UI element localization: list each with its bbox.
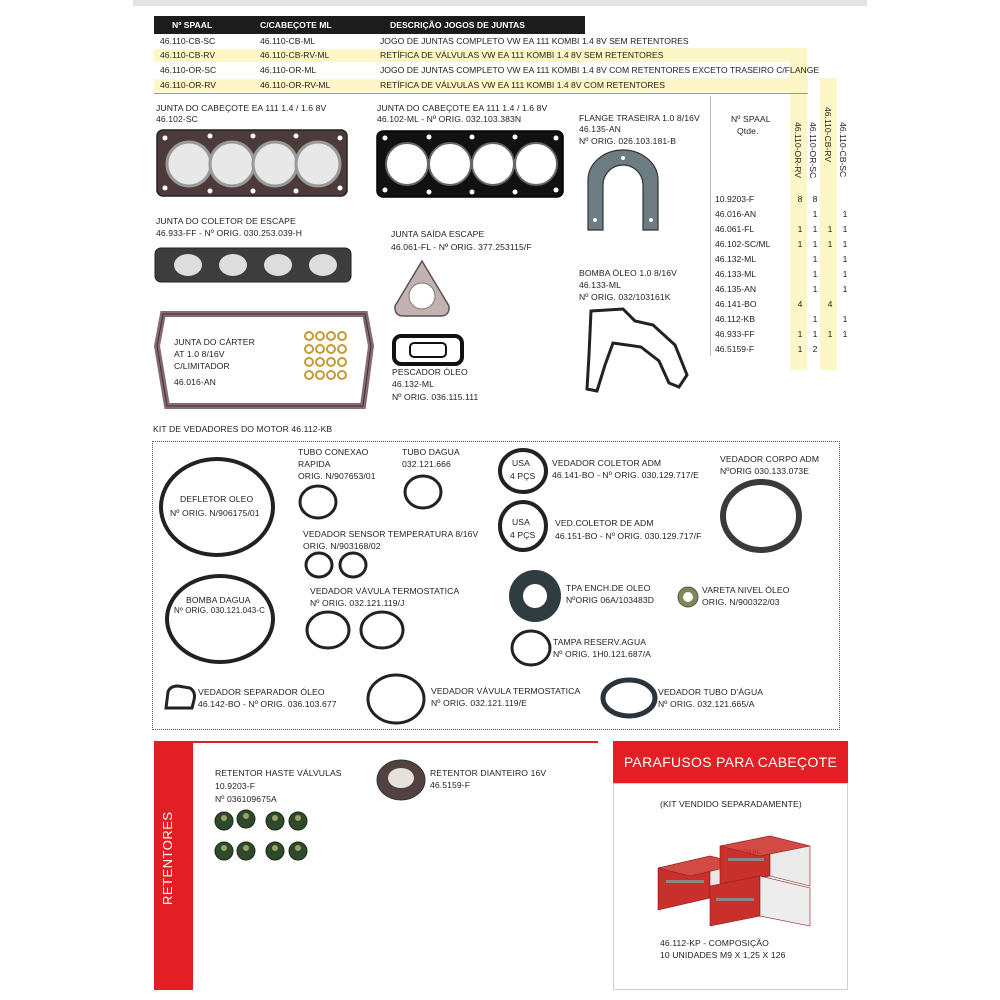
qty-row-code: 46.5159-F [715, 344, 755, 354]
pickup-code: 46.132-ML [392, 379, 434, 389]
parafusos-banner [613, 741, 848, 783]
haste-label: RETENTOR HASTE VÁLVULAS [215, 768, 342, 778]
table-row: 46.110-CB-SC 46.110-CB-ML JOGO DE JUNTAS COMPLETO VW EA 111 KOMBI 1.4 8V SEM RETENTORES [160, 36, 689, 46]
vareta-seal-image [676, 585, 700, 609]
haste-seals-image [212, 806, 322, 868]
dianteiro-code: 46.5159-F [430, 780, 471, 790]
qty-row-code: 46.102-SC/ML [715, 239, 771, 249]
valvula-termo-2-orig: Nº ORIG. 032.121.119/E [431, 698, 527, 708]
qty-col-or-sc: 46.110-OR-SC [808, 122, 818, 179]
tubo-conexao-orig: ORIG. N/907653/01 [298, 471, 376, 481]
qty-cell: 1 [842, 269, 848, 279]
vedador-coletor-orig: 46.141-BO - Nº ORIG. 030.129.717/E [552, 470, 699, 480]
parafusos-note: (KIT VENDIDO SEPARADAMENTE) [660, 799, 802, 809]
qty-cell: 1 [842, 224, 848, 234]
pickup-title: PESCADOR ÓLEO [392, 367, 468, 377]
sump-title: JUNTA DO CÁRTER [174, 337, 255, 347]
pickup-image [392, 334, 464, 368]
head-gasket-2-image [375, 128, 565, 200]
tubo-dagua-label: TUBO DAGUA [402, 447, 460, 457]
qty-cell: 1 [812, 239, 818, 249]
table-header [154, 16, 585, 34]
pickup-orig: Nº ORIG. 036.115.111 [392, 392, 479, 402]
table-rule [154, 93, 808, 94]
tpa-label: TPA ENCH.DE OLEO [566, 583, 651, 593]
qty-cell: 1 [842, 239, 848, 249]
retentores-label: RETENTORES [160, 811, 175, 905]
qty-cell: 8 [797, 194, 803, 204]
tubo-dagua-ring-image [402, 473, 446, 513]
qty-cell: 1 [827, 239, 833, 249]
qty-row-code: 10.9203-F [715, 194, 755, 204]
sump-line2: AT 1.0 8/16V [174, 349, 225, 359]
defletor-label: DEFLETOR OLEO [180, 494, 254, 504]
rear-flange-title: FLANGE TRASEIRA 1.0 8/16V [579, 113, 700, 123]
exhaust-manifold-title: JUNTA DO COLETOR DE ESCAPE [156, 216, 296, 226]
oil-pump-code: 46.133-ML [579, 280, 621, 290]
ved-coletor-orig: 46.151-BO - Nº ORIG. 030.129.717/F [555, 531, 702, 541]
qty-row [715, 223, 848, 236]
defletor-ring-image [157, 456, 277, 558]
table-row: 46.110-OR-SC 46.110-OR-ML JOGO DE JUNTAS COMPLETO VW EA 111 KOMBI 1.4 8V COM RETENTORES EXCETO TRASEIRO C/FLANGE [160, 65, 820, 75]
tampa-label: TAMPA RESERV.AGUA [553, 637, 647, 647]
head-gasket-1-code: 46.102-SC [156, 114, 198, 124]
qty-cell: 1 [797, 329, 803, 339]
col-desc: DESCRIÇÃO JOGOS DE JUNTAS [390, 20, 525, 30]
dianteiro-seal-image [374, 758, 428, 802]
qty-cell: 4 [797, 299, 803, 309]
col-spaal: Nº SPAAL [172, 20, 213, 30]
qty-row [715, 298, 833, 311]
valvula-termo-1-orig: Nº ORIG. 032.121.119/J [310, 598, 405, 608]
qty-row [715, 313, 848, 326]
qty-row [715, 343, 818, 356]
defletor-orig: Nº ORIG. N/906175/01 [170, 508, 260, 518]
exhaust-outlet-title: JUNTA SAÍDA ESCAPE [391, 229, 485, 239]
qty-subheader: Qtde. [737, 126, 759, 136]
separador-orig: 46.142-BO - Nº ORIG. 036.103.677 [198, 699, 337, 709]
rear-flange-orig: Nº ORIG. 026.103.181-B [579, 136, 677, 146]
qty-cell: 1 [842, 209, 848, 219]
bomba-dagua-orig: Nº ORIG. 030.121.043-C [174, 606, 265, 615]
parafusos-composition: 10 UNIDADES M9 X 1,25 X 126 [660, 950, 786, 960]
sump-line3: C/LIMITADOR [174, 361, 230, 371]
qty-row [715, 283, 848, 296]
qty-row-code: 46.016-AN [715, 209, 757, 219]
valvula-termo-1-label: VEDADOR VÁVULA TERMOSTATICA [310, 586, 460, 596]
valvula-termo-2-label: VEDADOR VÁVULA TERMOSTATICA [431, 686, 581, 696]
qty-cell: 1 [827, 329, 833, 339]
sensor-rings-image [303, 551, 373, 581]
qty-row-code: 46.133-ML [715, 269, 757, 279]
valvula-termo-2-ring-image [365, 672, 427, 726]
vareta-label: VARETA NIVEL ÓLEO [702, 585, 790, 595]
qty-row [715, 208, 848, 221]
tpa-seal-image [505, 566, 565, 626]
exhaust-outlet-image [392, 258, 452, 320]
qty-row [715, 253, 848, 266]
kit-title: KIT DE VEDADORES DO MOTOR 46.112-KB [153, 424, 333, 434]
head-gasket-2-code: 46.102-ML - Nº ORIG. 032.103.383N [377, 114, 522, 124]
vedador-corpo-ring-image [718, 478, 804, 554]
qty-cell: 1 [797, 224, 803, 234]
rear-flange-code: 46.135-AN [579, 124, 621, 134]
qty-cell: 1 [812, 284, 818, 294]
oil-pump-orig: Nº ORIG. 032/103161K [579, 292, 671, 302]
haste-code: 10.9203-F [215, 781, 256, 791]
qty-cell: 1 [797, 344, 803, 354]
separador-label: VEDADOR SEPARADOR ÓLEO [198, 687, 325, 697]
tubo-agua-seal-image [600, 677, 658, 719]
parafusos-boxes-image [650, 828, 822, 928]
qty-cell: 1 [827, 224, 833, 234]
valvula-termo-1-rings-image [304, 608, 408, 652]
qty-row [715, 268, 848, 281]
qty-cell: 8 [812, 194, 818, 204]
qty-cell: 1 [812, 254, 818, 264]
bomba-dagua-label: BOMBA DAGUA [186, 595, 251, 605]
exhaust-manifold-image [153, 244, 353, 286]
qty-cell: 4 [827, 299, 833, 309]
highlight-col-cb-rv [790, 48, 807, 370]
head-gasket-1-title: JUNTA DO CABEÇOTE EA 111 1.4 / 1.6 8V [156, 103, 327, 113]
qty-col-or-rv: 46.110-OR-RV [793, 122, 803, 179]
exhaust-manifold-code: 46.933-FF - Nº ORIG. 030.253.039-H [156, 228, 303, 238]
tubo-conexao-ring-image [297, 483, 341, 523]
bomba-dagua-ring-image [163, 572, 277, 666]
qty-row-code: 46.135-AN [715, 284, 757, 294]
divider [710, 96, 711, 356]
table-row: 46.110-OR-RV 46.110-OR-RV-ML RETÍFICA DE VÁLVULAS VW EA 111 KOMBI 1.4 8V COM RETENTORES [154, 79, 808, 92]
sump-code: 46.016-AN [174, 377, 216, 387]
qty-col-cb-sc: 46.110-CB-SC [838, 122, 848, 178]
tampa-ring-image [509, 629, 555, 669]
qty-cell: 1 [812, 314, 818, 324]
oil-pump-title: BOMBA ÓLEO 1.0 8/16V [579, 268, 678, 278]
head-gasket-2-title: JUNTA DO CABEÇOTE EA 111 1.4 / 1.6 8V [377, 103, 548, 113]
tubo-conexao-l2: RAPIDA [298, 459, 331, 469]
qty-row [715, 238, 848, 251]
qty-row-code: 46.933-FF [715, 329, 755, 339]
haste-orig: Nº 036109675A [215, 794, 277, 804]
sensor-label: VEDADOR SENSOR TEMPERATURA 8/16V [303, 529, 479, 539]
tubo-conexao-label: TUBO CONEXAO [298, 447, 369, 457]
ved-coletor-label: VED.COLETOR DE ADM [555, 518, 654, 528]
qty-header: Nº SPAAL [731, 114, 771, 124]
qty-cell: 1 [842, 254, 848, 264]
table-row: 46.110-CB-RV 46.110-CB-RV-ML RETÍFICA DE VÁLVULAS VW EA 111 KOMBI 1.4 8V SEM RETENTORES [154, 49, 790, 62]
parafusos-title: PARAFUSOS PARA CABEÇOTE [623, 754, 838, 770]
usa-2-qty: 4 PÇS [510, 530, 536, 540]
qty-row-code: 46.112-KB [715, 314, 755, 324]
vareta-orig: ORIG. N/900322/03 [702, 597, 780, 607]
qty-row-code: 46.132-ML [715, 254, 757, 264]
qty-cell: 1 [797, 239, 803, 249]
sensor-orig: ORIG. N/903168/02 [303, 541, 381, 551]
qty-row [715, 193, 818, 206]
qty-cell: 1 [812, 269, 818, 279]
exhaust-outlet-code: 46.061-FL - Nº ORIG. 377.253115/F [391, 242, 532, 252]
vedador-corpo-orig: NºORIG 030.133.073E [720, 466, 810, 476]
qty-cell: 1 [842, 314, 848, 324]
qty-cell: 2 [812, 344, 818, 354]
qty-cell: 1 [842, 329, 848, 339]
oil-pump-image [583, 305, 693, 395]
dianteiro-label: RETENTOR DIANTEIRO 16V [430, 768, 547, 778]
usa-1-label: USA [512, 458, 530, 468]
retentores-rule [193, 741, 598, 743]
tubo-agua-label: VEDADOR TUBO D'ÁGUA [658, 687, 764, 697]
tampa-orig: Nº ORIG. 1H0.121.687/A [553, 649, 652, 659]
qty-cell: 1 [812, 209, 818, 219]
usa-2-label: USA [512, 517, 530, 527]
tpa-orig: NºORIG 06A/103483D [566, 595, 655, 605]
spaal-logo: SPAAL [740, 850, 761, 856]
vedador-corpo-label: VEDADOR CORPO ADM [720, 454, 820, 464]
top-bar [133, 0, 867, 6]
tubo-dagua-orig: 032.121.666 [402, 459, 451, 469]
separador-seal-image [162, 684, 198, 712]
sump-image [153, 306, 375, 412]
qty-col-cb-rv: 46.110-CB-RV [823, 107, 833, 163]
rear-flange-image [583, 150, 663, 235]
qty-cell: 1 [812, 329, 818, 339]
parafusos-code: 46.112-KP - COMPOSIÇÃO [660, 938, 769, 948]
tubo-agua-orig: Nº ORIG. 032.121.665/A [658, 699, 755, 709]
vedador-coletor-label: VEDADOR COLETOR ADM [552, 458, 662, 468]
col-ml: C/CABEÇOTE ML [260, 20, 332, 30]
usa-1-qty: 4 PÇS [510, 471, 536, 481]
qty-row-code: 46.061-FL [715, 224, 755, 234]
qty-cell: 1 [842, 284, 848, 294]
qty-cell: 1 [812, 224, 818, 234]
qty-row [715, 328, 848, 341]
qty-row-code: 46.141-BO [715, 299, 757, 309]
head-gasket-1-image [155, 126, 350, 201]
